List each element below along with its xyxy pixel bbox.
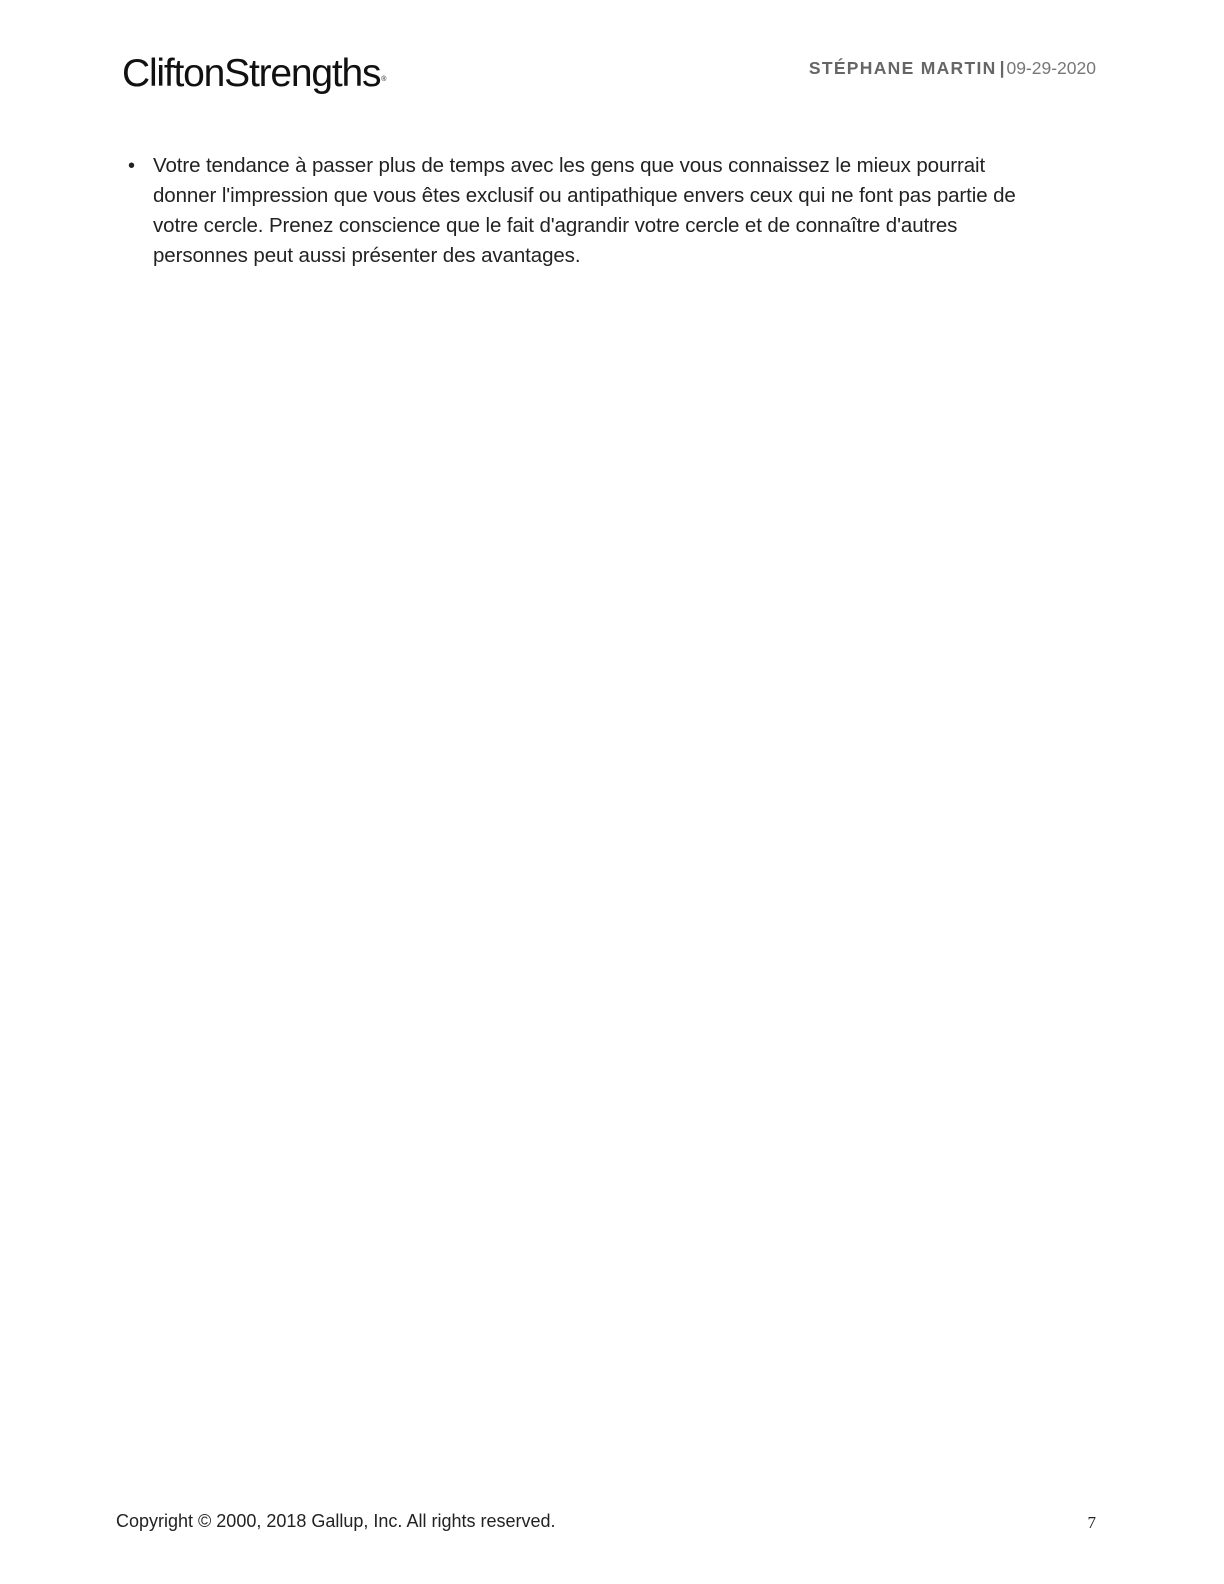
brand-name: CliftonStrengths (122, 52, 381, 95)
report-date: 09-29-2020 (1006, 58, 1096, 78)
bullet-list (124, 151, 1044, 271)
bullet-text: Votre tendance à passer plus de temps avec les gens que vous connaissez le mieux pourrait donner l'impression que vous êtes exclusif ou antipathique envers ceux qui ne font pas partie de votre cercle. Prenez conscience que le fait d'agrandir votre cercle et de connaître d'autres personnes peut aussi présenter des avantages. (153, 154, 1016, 267)
page-number: 7 (1087, 1513, 1096, 1532)
bullet-item (124, 151, 1044, 271)
page-content (124, 151, 1044, 271)
user-name: STÉPHANE MARTIN (808, 58, 997, 78)
header-separator: | (999, 58, 1005, 78)
bullet-dot-icon: • (128, 155, 135, 177)
registered-mark: ® (381, 76, 387, 83)
report-header-meta (809, 57, 1096, 79)
cliftonstrengths-logo (122, 50, 386, 98)
footer-copyright: Copyright © 2000, 2018 Gallup, Inc. All rights reserved. (116, 1511, 556, 1531)
